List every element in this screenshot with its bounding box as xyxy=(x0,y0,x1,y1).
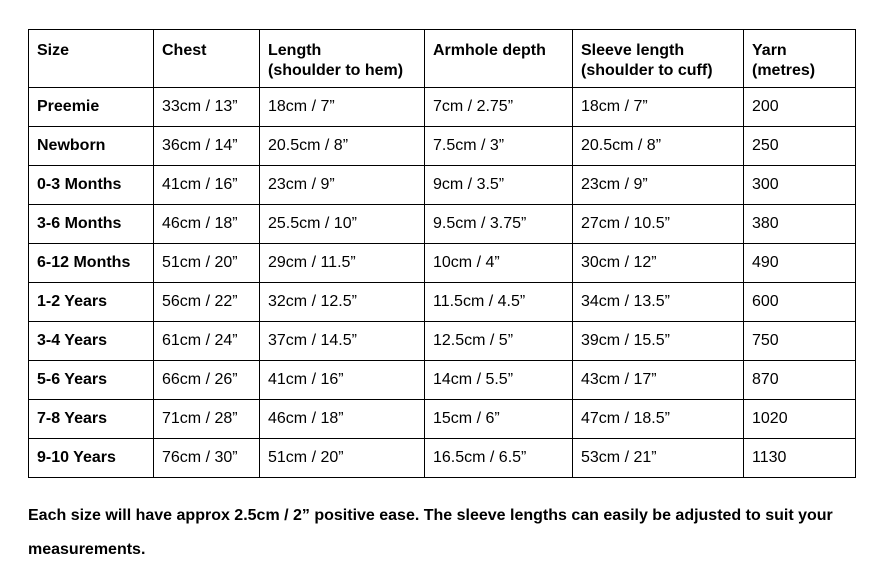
cell-armhole-depth: 9cm / 3.5” xyxy=(425,166,573,205)
cell-armhole-depth: 12.5cm / 5” xyxy=(425,322,573,361)
cell-length: 37cm / 14.5” xyxy=(260,322,425,361)
cell-armhole-depth: 16.5cm / 6.5” xyxy=(425,439,573,478)
cell-armhole-depth: 15cm / 6” xyxy=(425,400,573,439)
cell-yarn: 600 xyxy=(744,283,856,322)
cell-sleeve-length: 27cm / 10.5” xyxy=(573,205,744,244)
cell-length: 18cm / 7” xyxy=(260,88,425,127)
cell-sleeve-length: 34cm / 13.5” xyxy=(573,283,744,322)
cell-size: Preemie xyxy=(29,88,154,127)
cell-chest: 61cm / 24” xyxy=(154,322,260,361)
cell-length: 51cm / 20” xyxy=(260,439,425,478)
cell-sleeve-length: 20.5cm / 8” xyxy=(573,127,744,166)
cell-armhole-depth: 14cm / 5.5” xyxy=(425,361,573,400)
cell-size: 7-8 Years xyxy=(29,400,154,439)
ease-note: Each size will have approx 2.5cm / 2” positive ease. The sleeve lengths can easily be adjusted to suit your measurements. xyxy=(28,507,833,558)
cell-sleeve-length: 23cm / 9” xyxy=(573,166,744,205)
cell-size: 3-4 Years xyxy=(29,322,154,361)
cell-chest: 41cm / 16” xyxy=(154,166,260,205)
header-label: Sleeve length xyxy=(581,42,685,59)
cell-length: 23cm / 9” xyxy=(260,166,425,205)
header-label: Length xyxy=(268,42,322,59)
cell-chest: 46cm / 18” xyxy=(154,205,260,244)
header-sublabel: (metres) xyxy=(752,62,816,79)
table-row xyxy=(29,322,856,361)
cell-chest: 51cm / 20” xyxy=(154,244,260,283)
table-row xyxy=(29,127,856,166)
cell-yarn: 250 xyxy=(744,127,856,166)
header-label: Chest xyxy=(162,42,207,59)
cell-size: 1-2 Years xyxy=(29,283,154,322)
cell-size: 0-3 Months xyxy=(29,166,154,205)
cell-sleeve-length: 43cm / 17” xyxy=(573,361,744,400)
header-label: Armhole depth xyxy=(433,42,546,59)
header-sublabel: (shoulder to hem) xyxy=(268,62,404,79)
cell-size: 9-10 Years xyxy=(29,439,154,478)
cell-yarn: 300 xyxy=(744,166,856,205)
cell-length: 46cm / 18” xyxy=(260,400,425,439)
header-length xyxy=(260,30,425,88)
cell-armhole-depth: 7cm / 2.75” xyxy=(425,88,573,127)
cell-yarn: 750 xyxy=(744,322,856,361)
cell-chest: 66cm / 26” xyxy=(154,361,260,400)
header-yarn xyxy=(744,30,856,88)
cell-length: 20.5cm / 8” xyxy=(260,127,425,166)
header-chest xyxy=(154,30,260,88)
cell-chest: 56cm / 22” xyxy=(154,283,260,322)
cell-chest: 71cm / 28” xyxy=(154,400,260,439)
cell-yarn: 490 xyxy=(744,244,856,283)
cell-yarn: 380 xyxy=(744,205,856,244)
cell-size: 6-12 Months xyxy=(29,244,154,283)
header-armhole-depth xyxy=(425,30,573,88)
cell-yarn: 200 xyxy=(744,88,856,127)
cell-length: 32cm / 12.5” xyxy=(260,283,425,322)
table-row xyxy=(29,205,856,244)
cell-sleeve-length: 18cm / 7” xyxy=(573,88,744,127)
header-sublabel: (shoulder to cuff) xyxy=(581,62,713,79)
cell-sleeve-length: 30cm / 12” xyxy=(573,244,744,283)
cell-length: 41cm / 16” xyxy=(260,361,425,400)
cell-length: 29cm / 11.5” xyxy=(260,244,425,283)
cell-sleeve-length: 53cm / 21” xyxy=(573,439,744,478)
table-row xyxy=(29,166,856,205)
cell-chest: 76cm / 30” xyxy=(154,439,260,478)
cell-chest: 36cm / 14” xyxy=(154,127,260,166)
table-row xyxy=(29,439,856,478)
table-row xyxy=(29,361,856,400)
cell-yarn: 870 xyxy=(744,361,856,400)
size-chart-body xyxy=(29,88,856,478)
header-size xyxy=(29,30,154,88)
table-row xyxy=(29,400,856,439)
cell-armhole-depth: 7.5cm / 3” xyxy=(425,127,573,166)
table-row xyxy=(29,244,856,283)
cell-size: 3-6 Months xyxy=(29,205,154,244)
cell-yarn: 1130 xyxy=(744,439,856,478)
cell-sleeve-length: 39cm / 15.5” xyxy=(573,322,744,361)
header-sleeve-length xyxy=(573,30,744,88)
cell-chest: 33cm / 13” xyxy=(154,88,260,127)
table-row xyxy=(29,88,856,127)
cell-yarn: 1020 xyxy=(744,400,856,439)
header-label: Size xyxy=(37,42,70,59)
size-chart-table xyxy=(28,29,856,478)
cell-size: 5-6 Years xyxy=(29,361,154,400)
cell-armhole-depth: 10cm / 4” xyxy=(425,244,573,283)
cell-sleeve-length: 47cm / 18.5” xyxy=(573,400,744,439)
table-row xyxy=(29,283,856,322)
cell-length: 25.5cm / 10” xyxy=(260,205,425,244)
size-chart-header xyxy=(29,30,856,88)
cell-armhole-depth: 11.5cm / 4.5” xyxy=(425,283,573,322)
header-row xyxy=(29,30,856,88)
cell-armhole-depth: 9.5cm / 3.75” xyxy=(425,205,573,244)
header-label: Yarn xyxy=(752,42,787,59)
cell-size: Newborn xyxy=(29,127,154,166)
